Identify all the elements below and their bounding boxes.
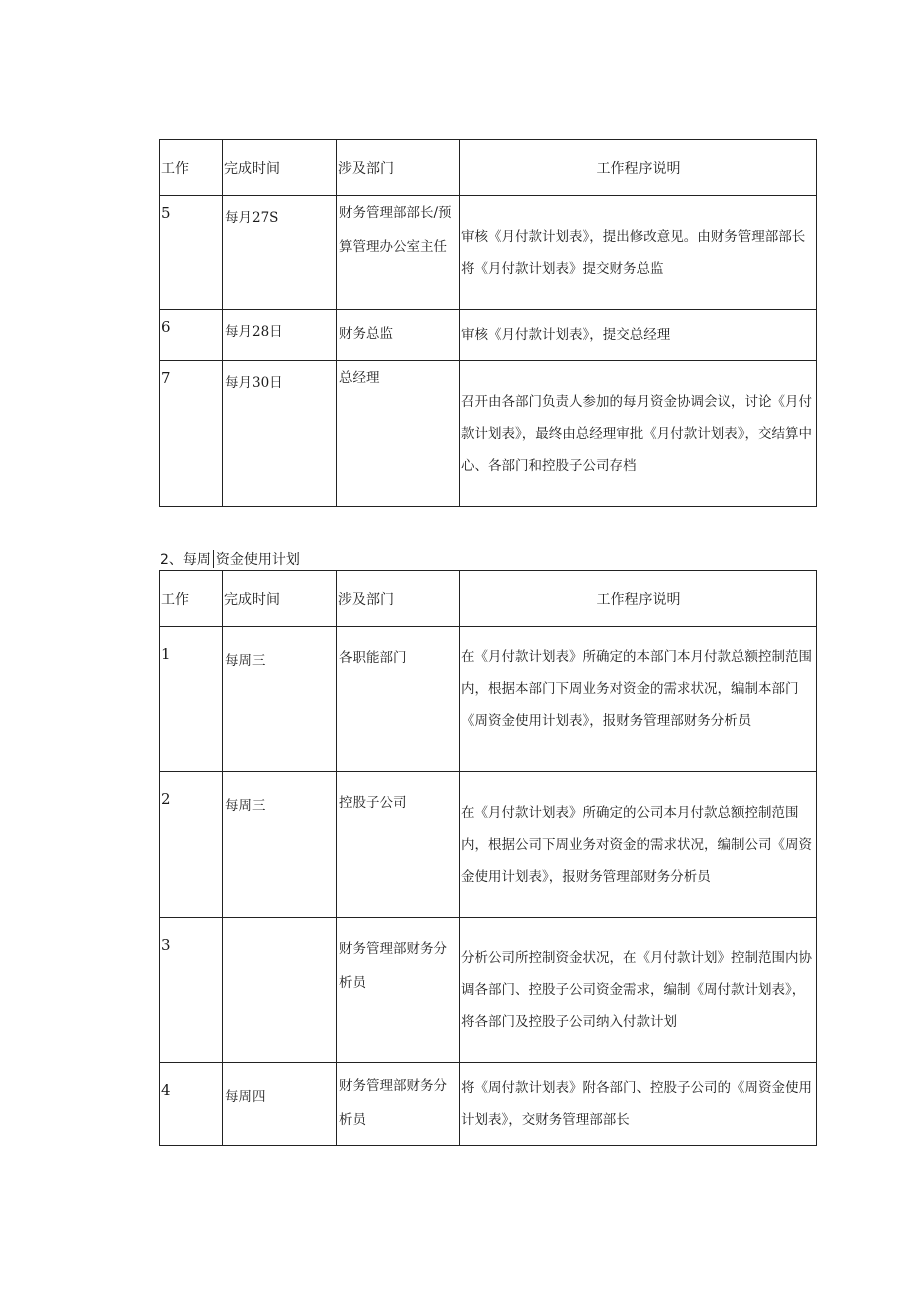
table-header-row bbox=[160, 571, 817, 627]
completion-time: 每周四 bbox=[223, 1063, 337, 1146]
completion-time bbox=[223, 918, 337, 1063]
completion-time: 每周三 bbox=[223, 772, 337, 918]
header-time: 完成时间 bbox=[223, 571, 337, 627]
step-number: 4 bbox=[160, 1063, 223, 1146]
procedure-description: 分析公司所控制资金状况，在《月付款计划》控制范围内协调各部门、控股子公司资金需求，编制《周付款计划表》，将各部门及控股子公司纳入付款计划 bbox=[460, 918, 817, 1063]
header-desc: 工作程序说明 bbox=[460, 140, 817, 196]
completion-time: 每周三 bbox=[223, 627, 337, 772]
section-title: 资金使用计划 bbox=[215, 552, 300, 568]
table-row bbox=[160, 772, 817, 918]
table-row bbox=[160, 918, 817, 1063]
header-time: 完成时间 bbox=[223, 140, 337, 196]
table-header-row bbox=[160, 140, 817, 196]
header-step: 工作 bbox=[160, 571, 223, 627]
step-number: 2 bbox=[160, 772, 223, 918]
procedure-description: 将《周付款计划表》附各部门、控股子公司的《周资金使用计划表》，交财务管理部部长 bbox=[460, 1063, 817, 1146]
completion-time: 每月28日 bbox=[223, 310, 337, 361]
step-number: 3 bbox=[160, 918, 223, 1063]
table-row bbox=[160, 627, 817, 772]
cursor-bar bbox=[213, 550, 214, 568]
table-row bbox=[160, 310, 817, 361]
step-number: 7 bbox=[160, 361, 223, 507]
step-number: 6 bbox=[160, 310, 223, 361]
procedure-description: 召开由各部门负责人参加的每月资金协调会议，讨论《月付款计划表》，最终由总经理审批《月付款计划表》，交结算中心、各部门和控股子公司存档 bbox=[460, 361, 817, 507]
monthly-procedure-table bbox=[159, 139, 817, 507]
procedure-description: 审核《月付款计划表》，提交总经理 bbox=[460, 310, 817, 361]
step-number: 5 bbox=[160, 196, 223, 310]
department: 控股子公司 bbox=[337, 772, 460, 918]
table-row bbox=[160, 196, 817, 310]
department: 财务总监 bbox=[337, 310, 460, 361]
department: 财务管理部财务分析员 bbox=[337, 1063, 460, 1146]
procedure-description: 审核《月付款计划表》，提出修改意见。由财务管理部部长将《月付款计划表》提交财务总监 bbox=[460, 196, 817, 310]
section-prefix: 2、每周 bbox=[160, 552, 211, 568]
header-step: 工作 bbox=[160, 140, 223, 196]
department: 财务管理部部长/预算管理办公室主任 bbox=[337, 196, 460, 310]
department: 各职能部门 bbox=[337, 627, 460, 772]
completion-time: 每月30日 bbox=[223, 361, 337, 507]
table-row bbox=[160, 361, 817, 507]
section-heading bbox=[160, 549, 300, 569]
table-row bbox=[160, 1063, 817, 1146]
header-dept: 涉及部门 bbox=[337, 571, 460, 627]
department: 财务管理部财务分析员 bbox=[337, 918, 460, 1063]
procedure-description: 在《月付款计划表》所确定的公司本月付款总额控制范围内，根据公司下周业务对资金的需求状况，编制公司《周资金使用计划表》，报财务管理部财务分析员 bbox=[460, 772, 817, 918]
procedure-description: 在《月付款计划表》所确定的本部门本月付款总额控制范围内，根据本部门下周业务对资金的需求状况，编制本部门《周资金使用计划表》，报财务管理部财务分析员 bbox=[460, 627, 817, 772]
step-number: 1 bbox=[160, 627, 223, 772]
weekly-procedure-table bbox=[159, 570, 817, 1146]
header-dept: 涉及部门 bbox=[337, 140, 460, 196]
header-desc: 工作程序说明 bbox=[460, 571, 817, 627]
completion-time: 每月27S bbox=[223, 196, 337, 310]
department: 总经理 bbox=[337, 361, 460, 507]
